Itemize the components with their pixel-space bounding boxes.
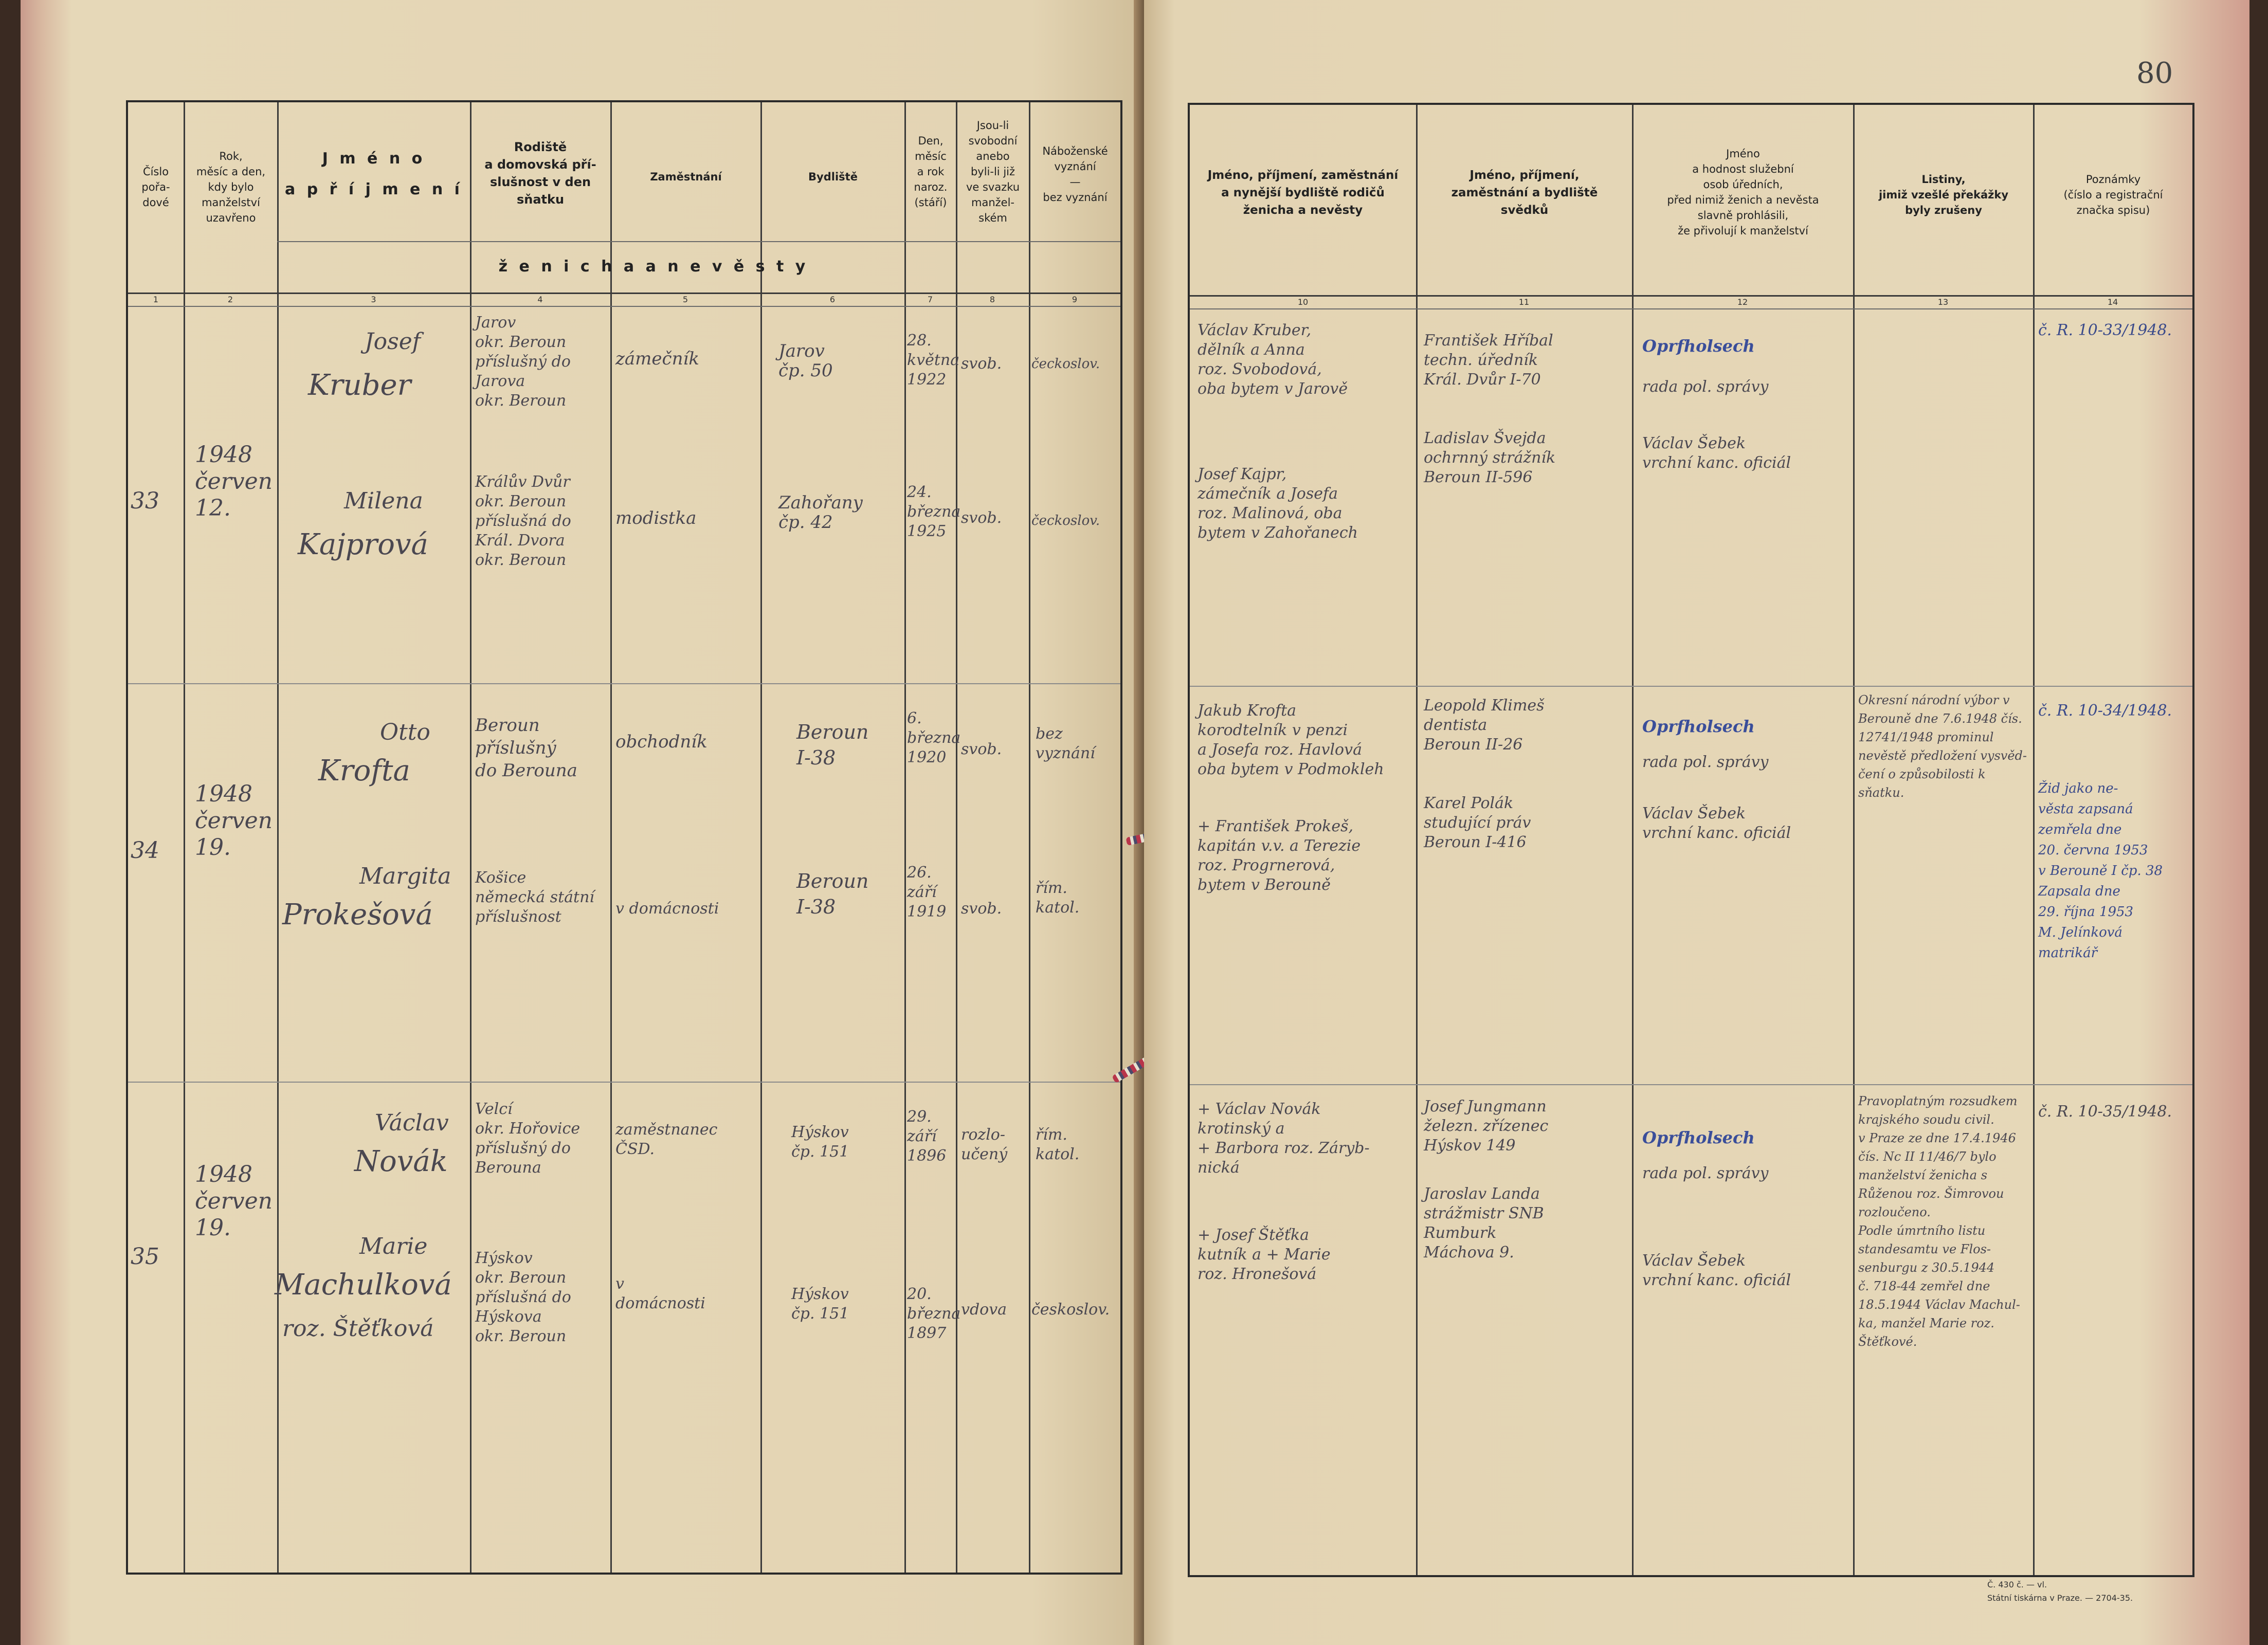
- bride-religion: čeckoslov.: [1031, 513, 1100, 528]
- official-2: Václav Šebek vrchní kanc. oficiál: [1642, 1252, 1791, 1289]
- official-signature-stamp: Oprfholsech: [1642, 1128, 1755, 1147]
- bride-parents: + Josef Štěťka kutník a + Marie roz. Hronešová: [1197, 1226, 1331, 1283]
- documents: Okresní národní výbor v Berouně dne 7.6.1948 čís. 12741/1948 prominul nevěstě předložení vysvěd- čení o způsobilosti k sňatku.: [1858, 693, 2027, 800]
- col-number: 12: [1737, 297, 1748, 307]
- bride-parents: Josef Kajpr, zámečník a Josefa roz. Malinová, oba bytem v Zahořanech: [1197, 465, 1358, 542]
- groom-last-name: Novák: [354, 1145, 448, 1178]
- official-role: rada pol. správy: [1642, 753, 1769, 771]
- official-signature-stamp: Oprfholsech: [1642, 717, 1755, 736]
- bride-maiden-name: roz. Štěťková: [282, 1315, 434, 1342]
- header-name: J m é n o a p ř í j m e n í: [285, 150, 463, 198]
- left-page: [21, 0, 1144, 1645]
- printer-footer: Č. 430 č. — vl. Státní tiskárna v Praze. — 2704-35.: [1987, 1580, 2133, 1603]
- groom-religion: bez vyznání: [1036, 725, 1095, 762]
- header-date: Rok, měsíc a den, kdy bylo manželství uzavřeno: [196, 150, 266, 224]
- witness-2: Ladislav Švejda ochrnný strážník Beroun II-596: [1424, 429, 1556, 486]
- bride-birthplace: Hýskov okr. Beroun příslušná do Hýskova okr. Beroun: [475, 1249, 571, 1345]
- groom-status: svob.: [961, 355, 1002, 373]
- groom-first-name: Václav: [375, 1110, 449, 1136]
- groom-status: svob.: [961, 740, 1002, 758]
- left-register-grid: [126, 100, 1122, 1575]
- bride-residence: Hýskov čp. 151: [791, 1285, 849, 1323]
- groom-parents: Jakub Krofta korodtelník v penzi a Josefa roz. Havlová oba bytem v Podmokleh: [1197, 702, 1384, 778]
- groom-residence: Hýskov čp. 151: [791, 1123, 849, 1161]
- groom-residence: Jarov čp. 50: [778, 341, 833, 381]
- groom-birthplace: Jarov okr. Beroun příslušný do Jarova okr. Beroun: [475, 314, 571, 410]
- witness-1: Josef Jungmann železn. zřízenec Hýskov 149: [1424, 1098, 1549, 1155]
- bride-last-name: Machulková: [275, 1268, 452, 1302]
- col-number: 10: [1297, 297, 1309, 307]
- annotation-death-note: Žid jako ne- věsta zapsaná zemřela dne 20. června 1953 v Berouně I čp. 38 Zapsala dne 29. října 1953 M. Jelínková matrikář: [2038, 781, 2163, 961]
- bride-residence: Zahořany čp. 42: [778, 492, 863, 533]
- right-register-grid: [1188, 103, 2194, 1577]
- header-groom-bride-span: ž e n i c h a a n e v ě s t y: [498, 258, 809, 276]
- col-number: 5: [682, 295, 688, 304]
- bride-status: svob.: [961, 900, 1002, 918]
- header-officials: Jméno a hodnost služební osob úředních, před nimiž ženich a nevěsta slavně prohlásili, že přivolují k manželství: [1667, 148, 1819, 237]
- groom-first-name: Otto: [380, 719, 430, 745]
- col-number: 6: [829, 295, 836, 304]
- groom-birthdate: 28. května 1922: [907, 332, 960, 389]
- header-parents: Jméno, příjmení, zaměstnání a nynější bydliště rodičů ženicha a nevěsty: [1207, 169, 1399, 217]
- official-2: Václav Šebek vrchní kanc. oficiál: [1642, 434, 1791, 472]
- groom-occupation: zaměstnanec ČSD.: [615, 1121, 718, 1158]
- groom-birthdate: 29. září 1896: [907, 1108, 947, 1165]
- header-documents: Listiny, jimiž vzešlé překážky byly zrušeny: [1878, 173, 2009, 216]
- notes: č. R. 10-35/1948.: [2038, 1103, 2172, 1121]
- page-number: 80: [2136, 57, 2173, 90]
- groom-occupation: obchodník: [615, 732, 707, 752]
- entry-number: 33: [131, 488, 159, 514]
- header-residence: Bydliště: [808, 171, 858, 183]
- header-occupation: Zaměstnání: [650, 171, 722, 183]
- col-number: 14: [2107, 297, 2118, 307]
- groom-religion: čeckoslov.: [1031, 356, 1100, 372]
- notes: č. R. 10-33/1948.: [2038, 321, 2172, 339]
- col-number: 9: [1072, 295, 1078, 304]
- col-number: 4: [537, 295, 543, 304]
- bride-birthplace: Košice německá státní příslušnost: [475, 869, 594, 926]
- groom-first-name: Josef: [365, 328, 421, 355]
- entry-date: 1948 červen 19.: [195, 1161, 273, 1241]
- official-role: rada pol. správy: [1642, 1164, 1769, 1182]
- bride-occupation: v domácnosti: [615, 900, 719, 918]
- groom-last-name: Kruber: [308, 369, 411, 402]
- col-number: 13: [1937, 297, 1949, 307]
- entry-date: 1948 červen 12.: [195, 442, 273, 521]
- bride-occupation: modistka: [615, 508, 697, 528]
- official-signature-stamp: Oprfholsech: [1642, 336, 1755, 356]
- bride-first-name: Milena: [344, 488, 423, 514]
- header-birthdate: Den, měsíc a rok naroz. (stáří): [914, 135, 948, 209]
- documents: Pravoplatným rozsudkem krajského soudu civil. v Praze ze dne 17.4.1946 čís. Nc II 11/46/7 bylo manželství ženicha s Růženou roz. Šimrovou rozloučeno. Podle úmrtního listu standesamtu ve Flos- senburgu z 30.5.1944 č. 718-44 zemřel dne 18.5.1944 Václav Machul- ka, manžel Marie roz. Štěťkové.: [1858, 1094, 2020, 1349]
- entry-number: 34: [131, 837, 159, 864]
- groom-birthplace: Beroun příslušný do Berouna: [475, 715, 577, 781]
- witness-1: Leopold Klimeš dentista Beroun II-26: [1424, 697, 1545, 754]
- bride-status: vdova: [961, 1301, 1007, 1319]
- bride-birthdate: 20. března 1897: [907, 1285, 961, 1342]
- bride-first-name: Margita: [359, 863, 451, 889]
- entry-number: 35: [131, 1244, 159, 1270]
- bride-status: svob.: [961, 509, 1002, 527]
- witness-2: Karel Polák studující práv Beroun I-416: [1424, 794, 1531, 851]
- witness-1: František Hříbal techn. úředník Král. Dvůr I-70: [1424, 332, 1553, 389]
- bride-last-name: Prokešová: [282, 898, 433, 931]
- bride-birthdate: 24. března 1925: [907, 483, 961, 540]
- entry-date: 1948 červen 19.: [195, 781, 273, 861]
- groom-occupation: zámečník: [615, 349, 699, 369]
- header-marital-status: Jsou-li svobodní anebo byli-li již ve svazku manžel- ském: [966, 119, 1020, 224]
- bride-religion: řím. katol.: [1036, 879, 1080, 917]
- bride-parents: + František Prokeš, kapitán v.v. a Terezie roz. Progrnerová, bytem v Berouně: [1197, 817, 1361, 894]
- right-page: [1144, 0, 2249, 1645]
- groom-status: rozlo- učený: [961, 1126, 1008, 1163]
- header-birthplace: Rodiště a domovská pří- slušnost v den sňatku: [484, 140, 596, 207]
- bride-residence: Beroun I-38: [796, 870, 869, 918]
- bride-birthplace: Králův Dvůr okr. Beroun příslušná do Král. Dvora okr. Beroun: [475, 473, 571, 569]
- groom-religion: řím. katol.: [1036, 1126, 1080, 1163]
- col-number: 3: [371, 295, 376, 304]
- bride-religion: českoslov.: [1031, 1301, 1110, 1319]
- groom-parents: Václav Kruber, dělník a Anna roz. Svobodová, oba bytem v Jarově: [1197, 321, 1348, 398]
- col-number: 2: [227, 295, 233, 304]
- official-2: Václav Šebek vrchní kanc. oficiál: [1642, 805, 1791, 842]
- col-number: 8: [989, 295, 995, 304]
- groom-birthdate: 6. března 1920: [907, 709, 961, 766]
- groom-last-name: Krofta: [318, 754, 410, 788]
- official-role: rada pol. správy: [1642, 378, 1769, 396]
- col-number: 11: [1518, 297, 1530, 307]
- groom-parents: + Václav Novák krotinský a + Barbora roz. Záryb- nická: [1197, 1100, 1370, 1177]
- notes: č. R. 10-34/1948.: [2038, 702, 2172, 720]
- bride-birthdate: 26. září 1919: [907, 864, 947, 921]
- header-religion: Náboženské vyznání — bez vyznání: [1042, 145, 1108, 204]
- header-number: Číslo pořa- dové: [141, 166, 170, 209]
- col-number: 7: [927, 295, 933, 304]
- groom-residence: Beroun I-38: [796, 721, 869, 769]
- bride-first-name: Marie: [359, 1233, 428, 1259]
- header-witnesses: Jméno, příjmení, zaměstnání a bydliště svědků: [1451, 169, 1598, 217]
- bride-occupation: v domácnosti: [615, 1275, 705, 1312]
- bride-last-name: Kajprová: [298, 528, 428, 561]
- col-number: 1: [153, 295, 159, 304]
- witness-2: Jaroslav Landa strážmistr SNB Rumburk Máchova 9.: [1424, 1185, 1544, 1262]
- groom-birthplace: Velcí okr. Hořovice příslušný do Berouna: [475, 1100, 580, 1177]
- header-notes: Poznámky (číslo a registrační značka spisu): [2063, 173, 2163, 216]
